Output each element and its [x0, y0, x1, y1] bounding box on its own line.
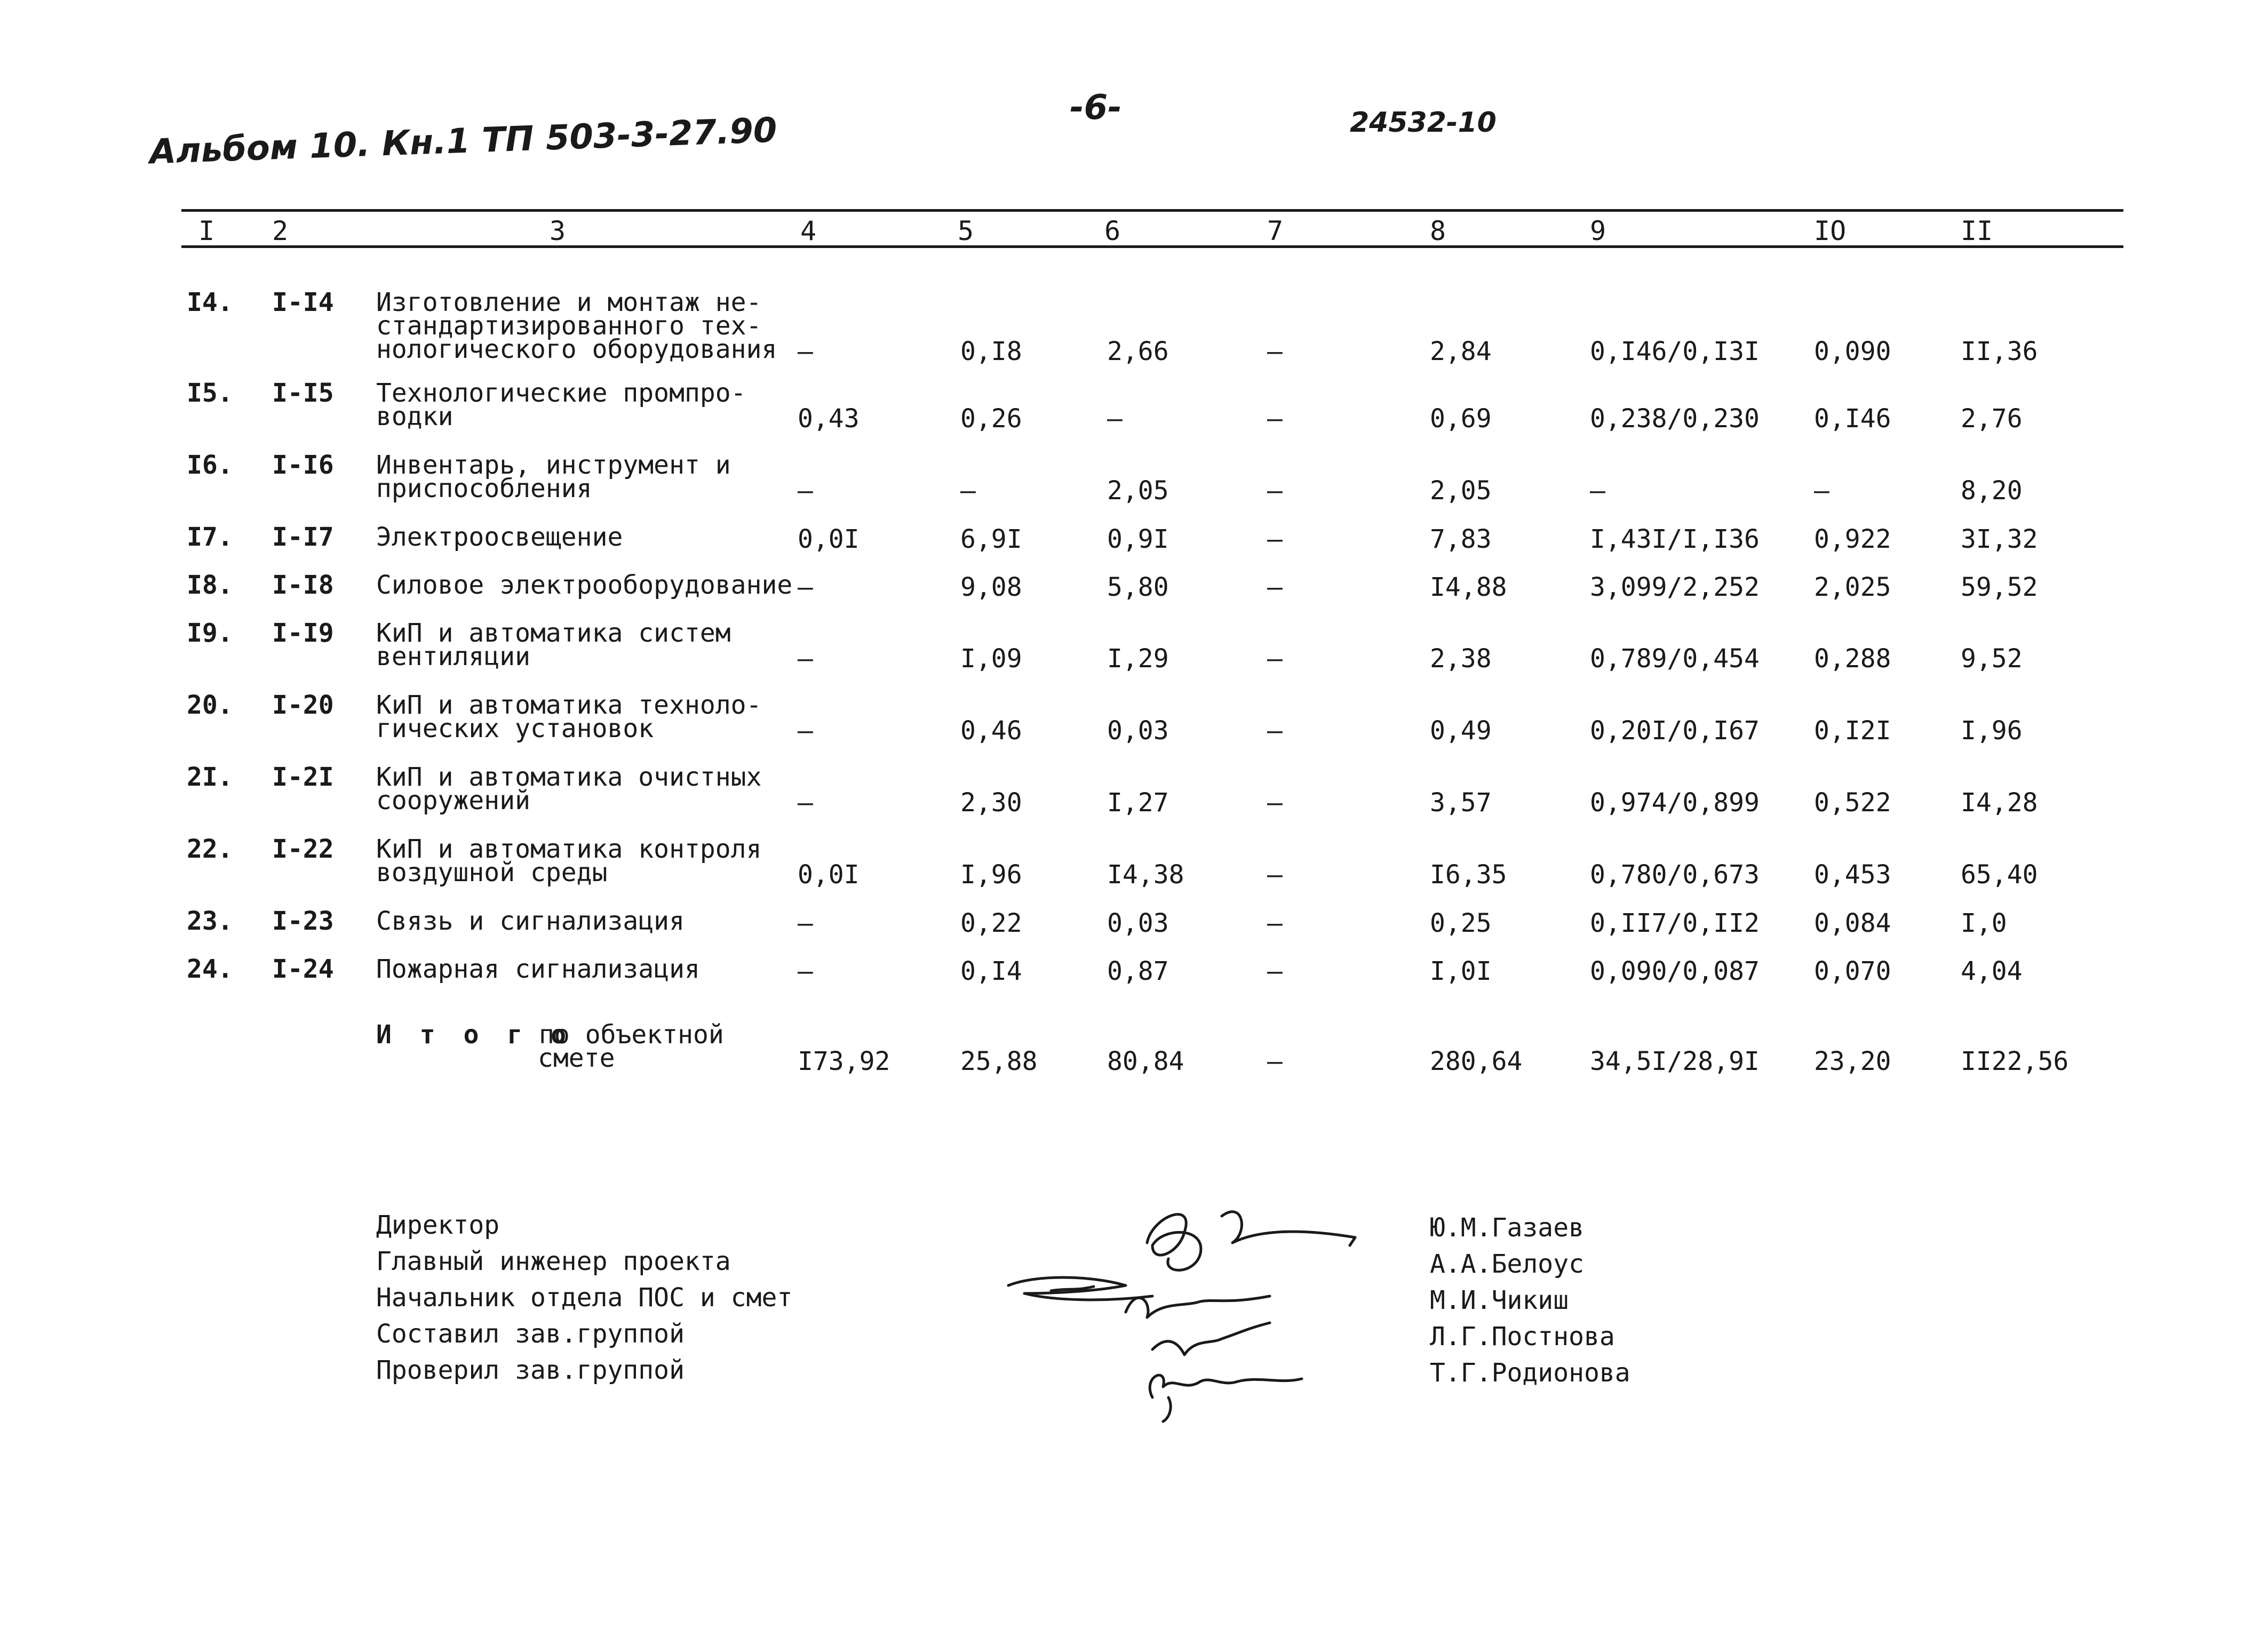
- row-description: Инвентарь, инструмент и: [376, 450, 731, 480]
- total-cell: –: [1267, 1046, 1283, 1076]
- column-header: 6: [1104, 215, 1121, 246]
- table-cell: 0,238/0,230: [1590, 404, 1760, 434]
- table-cell: –: [1107, 404, 1123, 434]
- row-description: КиП и автоматика контроля: [376, 834, 762, 864]
- table-cell: I4,38: [1107, 860, 1184, 890]
- total-cell: 34,5I/28,9I: [1590, 1046, 1760, 1076]
- table-cell: 2,05: [1430, 476, 1492, 506]
- signatory-name: Ю.М.Газаев: [1430, 1213, 1584, 1243]
- table-cell: –: [798, 572, 813, 602]
- table-cell: II,36: [1961, 337, 2038, 366]
- signatory-name: А.А.Белоус: [1430, 1249, 1584, 1279]
- table-cell: 65,40: [1961, 860, 2038, 890]
- table-cell: I,0: [1961, 908, 2007, 938]
- table-cell: –: [798, 476, 813, 506]
- table-cell: 0,522: [1814, 788, 1891, 818]
- table-cell: 2,05: [1107, 476, 1169, 506]
- table-cell: 9,52: [1961, 644, 2023, 674]
- row-code: I-20: [272, 690, 334, 720]
- row-description: воздушной среды: [376, 858, 608, 888]
- column-header: II: [1961, 215, 1993, 246]
- table-cell: 2,76: [1961, 404, 2023, 434]
- row-code: I-I6: [272, 450, 334, 480]
- row-code: I-I4: [272, 287, 334, 317]
- row-code: I-22: [272, 834, 334, 864]
- row-number: 22.: [187, 834, 233, 864]
- table-cell: –: [798, 716, 813, 746]
- album-reference: Альбом 10. Кн.1 ТП 503-3-27.90: [149, 110, 778, 172]
- table-cell: 0,789/0,454: [1590, 644, 1760, 674]
- table-cell: 0,922: [1814, 524, 1891, 554]
- row-code: I-I7: [272, 522, 334, 552]
- table-cell: 3,57: [1430, 788, 1492, 818]
- table-cell: I4,88: [1430, 572, 1507, 602]
- total-cell: II22,56: [1961, 1046, 2069, 1076]
- table-cell: 0,9I: [1107, 524, 1169, 554]
- column-header: 7: [1267, 215, 1284, 246]
- row-number: I6.: [187, 450, 233, 480]
- table-cell: 0,22: [960, 908, 1022, 938]
- row-description: нологического оборудования: [376, 334, 777, 364]
- column-header: IO: [1814, 215, 1847, 246]
- row-description: КиП и автоматика техноло-: [376, 690, 762, 720]
- row-description: Связь и сигнализация: [376, 906, 685, 936]
- table-cell: 0,084: [1814, 908, 1891, 938]
- row-number: 23.: [187, 906, 233, 936]
- table-cell: –: [1267, 337, 1283, 366]
- row-number: 24.: [187, 954, 233, 984]
- column-header: 5: [958, 215, 974, 246]
- table-cell: 0,070: [1814, 956, 1891, 986]
- table-cell: –: [798, 644, 813, 674]
- table-cell: –: [1267, 404, 1283, 434]
- column-header: 2: [272, 215, 289, 246]
- column-header: 8: [1430, 215, 1446, 246]
- table-cell: –: [798, 788, 813, 818]
- column-header: 3: [550, 215, 566, 246]
- table-cell: I,96: [960, 860, 1022, 890]
- table-cell: 0,49: [1430, 716, 1492, 746]
- column-header: 9: [1590, 215, 1606, 246]
- table-cell: I,27: [1107, 788, 1169, 818]
- total-cell: 280,64: [1430, 1046, 1523, 1076]
- row-description: Пожарная сигнализация: [376, 954, 700, 984]
- table-cell: 0,974/0,899: [1590, 788, 1760, 818]
- table-cell: –: [960, 476, 976, 506]
- table-cell: 0,453: [1814, 860, 1891, 890]
- table-cell: I,29: [1107, 644, 1169, 674]
- row-description: стандартизированного тех-: [376, 311, 762, 341]
- row-description: КиП и автоматика систем: [376, 618, 731, 648]
- table-cell: –: [1267, 956, 1283, 986]
- row-code: I-I5: [272, 378, 334, 408]
- row-description: приспособления: [376, 474, 592, 504]
- table-cell: –: [1267, 788, 1283, 818]
- table-cell: 0,03: [1107, 716, 1169, 746]
- row-number: 20.: [187, 690, 233, 720]
- table-cell: 9,08: [960, 572, 1022, 602]
- row-number: I7.: [187, 522, 233, 552]
- row-description: Технологические промпро-: [376, 378, 746, 408]
- table-cell: –: [1267, 908, 1283, 938]
- signatory-title: Главный инженер проекта: [376, 1247, 731, 1276]
- signatory-name: Т.Г.Родионова: [1430, 1358, 1630, 1388]
- table-cell: I,09: [960, 644, 1022, 674]
- row-description: гических установок: [376, 714, 654, 744]
- table-cell: 5,80: [1107, 572, 1169, 602]
- table-cell: 0,26: [960, 404, 1022, 434]
- row-description: Электроосвещение: [376, 522, 623, 552]
- table-cell: 0,I46: [1814, 404, 1891, 434]
- table-cell: I4,28: [1961, 788, 2038, 818]
- table-cell: 4,04: [1961, 956, 2023, 986]
- table-cell: 0,090/0,087: [1590, 956, 1760, 986]
- table-cell: 0,090: [1814, 337, 1891, 366]
- row-code: I-I8: [272, 570, 334, 600]
- table-cell: 2,025: [1814, 572, 1891, 602]
- total-label: смете: [538, 1043, 615, 1073]
- table-cell: 8,20: [1961, 476, 2023, 506]
- column-header: I: [198, 215, 215, 246]
- table-cell: 2,38: [1430, 644, 1492, 674]
- signatory-title: Составил зав.группой: [376, 1319, 685, 1349]
- table-cell: –: [1267, 644, 1283, 674]
- row-code: I-23: [272, 906, 334, 936]
- table-cell: –: [1590, 476, 1605, 506]
- row-code: I-24: [272, 954, 334, 984]
- total-cell: I73,92: [798, 1046, 890, 1076]
- document-number: 24532-10: [1350, 107, 1497, 139]
- signatory-name: Л.Г.Постнова: [1430, 1322, 1615, 1352]
- row-description: водки: [376, 402, 453, 432]
- table-cell: 0,I46/0,I3I: [1590, 337, 1760, 366]
- signatory-title: Проверил зав.группой: [376, 1355, 685, 1385]
- table-cell: 2,66: [1107, 337, 1169, 366]
- total-cell: 23,20: [1814, 1046, 1891, 1076]
- table-cell: –: [1267, 524, 1283, 554]
- table-cell: –: [798, 908, 813, 938]
- table-cell: 0,43: [798, 404, 860, 434]
- row-number: I9.: [187, 618, 233, 648]
- table-cell: 0,288: [1814, 644, 1891, 674]
- table-cell: 0,II7/0,II2: [1590, 908, 1760, 938]
- row-description: сооружений: [376, 786, 530, 816]
- table-cell: 7,83: [1430, 524, 1492, 554]
- table-cell: –: [1814, 476, 1829, 506]
- row-number: I4.: [187, 287, 233, 317]
- table-cell: I6,35: [1430, 860, 1507, 890]
- table-cell: 0,0I: [798, 524, 860, 554]
- table-cell: 0,25: [1430, 908, 1492, 938]
- row-code: I-I9: [272, 618, 334, 648]
- row-description: Силовое электрооборудование: [376, 570, 793, 600]
- table-cell: 0,46: [960, 716, 1022, 746]
- row-number: I5.: [187, 378, 233, 408]
- table-cell: –: [798, 337, 813, 366]
- table-cell: 0,I8: [960, 337, 1022, 366]
- table-top-rule: [181, 209, 2123, 212]
- table-cell: 0,780/0,673: [1590, 860, 1760, 890]
- row-description: Изготовление и монтаж не-: [376, 287, 762, 317]
- table-cell: 0,69: [1430, 404, 1492, 434]
- page-number: -6-: [1070, 88, 1122, 127]
- table-cell: I,0I: [1430, 956, 1492, 986]
- table-cell: –: [1267, 476, 1283, 506]
- table-cell: –: [798, 956, 813, 986]
- table-cell: 59,52: [1961, 572, 2038, 602]
- table-cell: 3I,32: [1961, 524, 2038, 554]
- table-cell: I,96: [1961, 716, 2023, 746]
- table-cell: 0,87: [1107, 956, 1169, 986]
- row-number: 2I.: [187, 762, 233, 792]
- row-number: I8.: [187, 570, 233, 600]
- total-label: по объектной: [539, 1020, 724, 1050]
- handwritten-signatures: [992, 1195, 1366, 1429]
- table-cell: 3,099/2,252: [1590, 572, 1760, 602]
- table-cell: 0,03: [1107, 908, 1169, 938]
- table-cell: 2,84: [1430, 337, 1492, 366]
- total-cell: 25,88: [960, 1046, 1038, 1076]
- table-cell: 0,20I/0,I67: [1590, 716, 1760, 746]
- total-label: И т о г о: [376, 1020, 573, 1050]
- table-cell: –: [1267, 572, 1283, 602]
- table-cell: I,43I/I,I36: [1590, 524, 1760, 554]
- table-cell: 0,I2I: [1814, 716, 1891, 746]
- table-cell: –: [1267, 716, 1283, 746]
- signatory-name: М.И.Чикиш: [1430, 1285, 1569, 1315]
- table-cell: –: [1267, 860, 1283, 890]
- column-header: 4: [800, 215, 817, 246]
- table-cell: 2,30: [960, 788, 1022, 818]
- signatory-title: Директор: [376, 1210, 500, 1240]
- row-description: вентиляции: [376, 642, 530, 672]
- table-cell: 6,9I: [960, 524, 1022, 554]
- table-cell: 0,0I: [798, 860, 860, 890]
- total-cell: 80,84: [1107, 1046, 1184, 1076]
- signatory-title: Начальник отдела ПОС и смет: [376, 1283, 793, 1313]
- table-cell: 0,I4: [960, 956, 1022, 986]
- row-code: I-2I: [272, 762, 334, 792]
- row-description: КиП и автоматика очистных: [376, 762, 762, 792]
